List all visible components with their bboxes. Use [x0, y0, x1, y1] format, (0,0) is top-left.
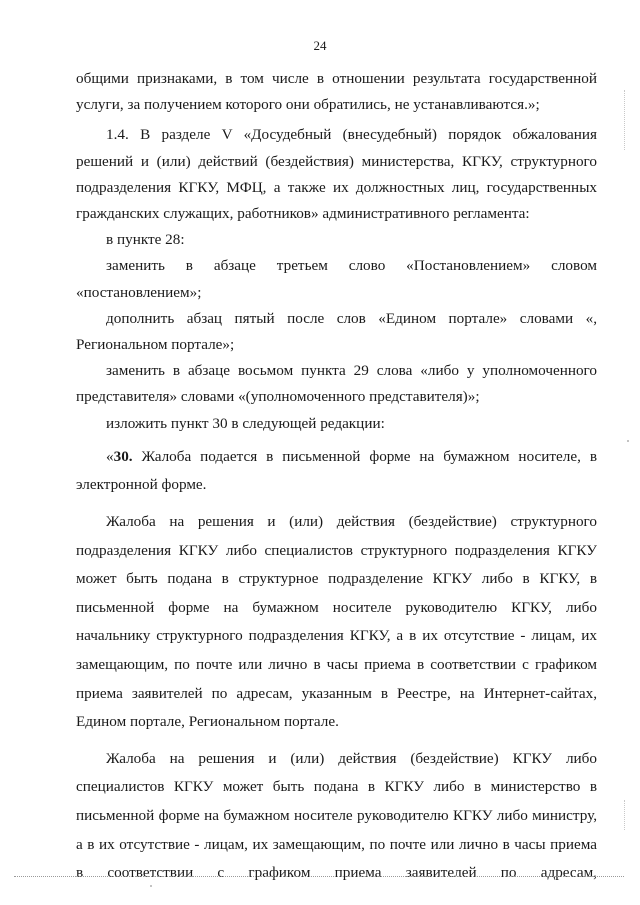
scan-speck	[627, 440, 629, 442]
paragraph-item-28: в пункте 28:	[106, 231, 185, 249]
paragraph-continuation: общими признаками, в том числе в отношении результата государственной услуги, за получением которого они обратились, не устанавливаются.»;	[76, 70, 597, 114]
paragraph-item-30-intro: изложить пункт 30 в следующей редакции:	[106, 414, 385, 432]
scan-edge-mark	[624, 90, 625, 150]
paragraph-item-30	[76, 443, 597, 500]
page-number: 24	[313, 38, 327, 53]
item-30-text: Жалоба подается в письменной форме на бумажном носителе, в электронной форме.	[76, 447, 597, 494]
paragraph-item-29: заменить в абзаце восьмом пункта 29 слова «либо у уполномоченного представителя» словами «(уполномоченного представителя)»;	[76, 362, 597, 406]
paragraph-complaint-structural-unit: Жалоба на решения и (или) действия (бездействие) структурного подразделения КГКУ либо специалистов структурного подразделения КГКУ может быть подана в структурное подразделение КГКУ либо в КГКУ, в письменной форме на бумажном носителе руководителю КГКУ, либо начальнику структурного подразделения КГКУ, а в их отсутствие - лицам, их замещающим, по почте или лично в часы приема в соответствии с графиком приема заявителей по адресам, указанным в Реестре, на Интернет-сайтах, Едином портале, Региональном портале.	[76, 513, 597, 731]
paragraph-complaint-kgku: Жалоба на решения и (или) действия (бездействие) КГКУ либо специалистов КГКУ может быть подана в КГКУ либо в министерство в письменной форме на бумажном носителе руководителю КГКУ либо министру, а в их отсутствие - лицам, их замещающим, по почте или лично в часы приема в соответствии с графиком приема заявителей по адресам,	[76, 749, 597, 882]
paragraph-replace-word: заменить в абзаце третьем слово «Постановлением» словом «постановлением»;	[76, 257, 597, 301]
paragraph-add-regional-portal: дополнить абзац пятый после слов «Едином портале» словами «, Региональном портале»;	[76, 309, 597, 354]
document-body	[76, 66, 597, 888]
open-quote: «	[106, 447, 114, 465]
scan-fold-line	[14, 876, 624, 877]
paragraph-section-v: 1.4. В разделе V «Досудебный (внесудебный) порядок обжалования решений и (или) действий (бездействия) министерства, КГКУ, структурного подразделения КГКУ, МФЦ, а также их должностных лиц, государственных гражданских служащих, работников» административного регламента:	[76, 126, 597, 223]
scan-speck	[150, 885, 152, 887]
scan-edge-mark	[624, 800, 625, 830]
item-number: 30.	[113, 447, 133, 465]
